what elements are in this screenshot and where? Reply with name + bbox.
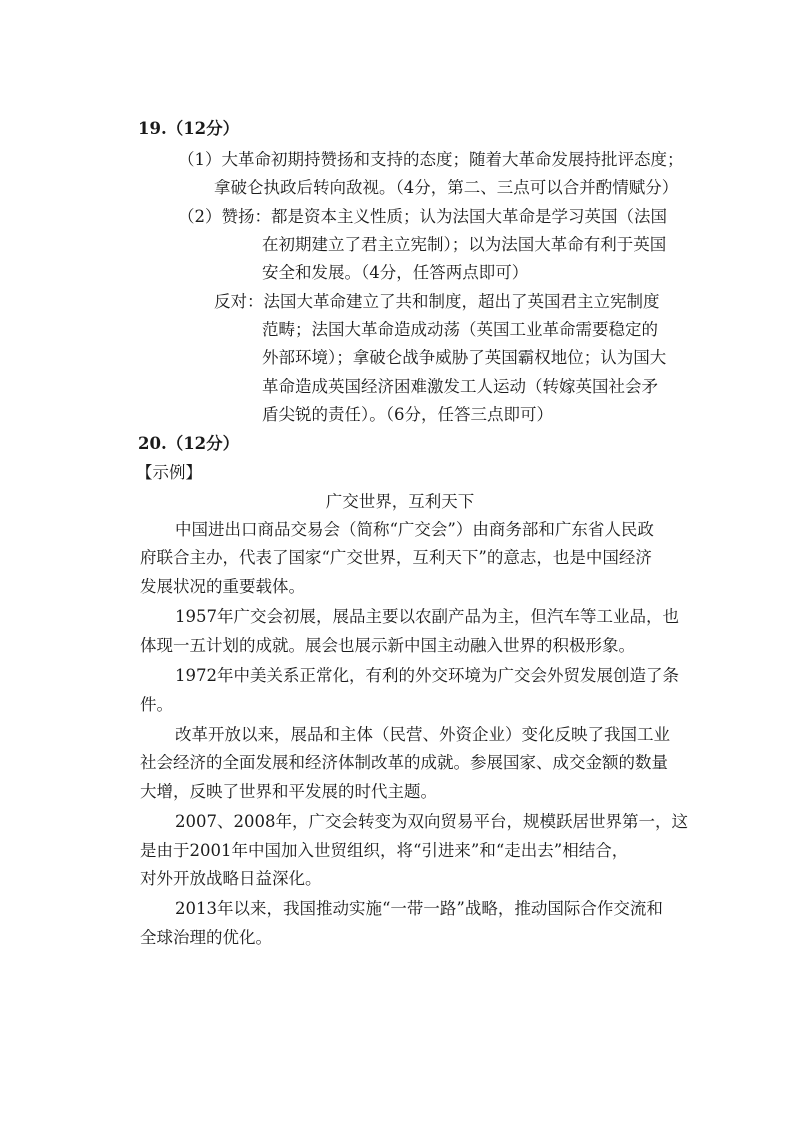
q20-header: 20.（12分）	[138, 434, 240, 453]
q19-part2-line8: 盾尖锐的责任）。（6分，任答三点即可）	[262, 405, 553, 424]
essay-p4-line1: 改革开放以来，展品和主体（民营、外资企业）变化反映了我国工业	[175, 725, 670, 744]
q19-part2-line3: 安全和发展。（4分，任答两点即可）	[262, 263, 529, 282]
essay-p6-line2: 全球治理的优化。	[140, 928, 272, 947]
q19-part2-line2: 在初期建立了君主立宪制）；以为法国大革命有利于英国	[262, 235, 667, 254]
essay-p4-line2: 社会经济的全面发展和经济体制改革的成就。参展国家、成交金额的数量	[140, 753, 668, 772]
essay-p2-line1: 1957年广交会初展，展品主要以农副产品为主，但汽车等工业品，也	[175, 607, 679, 626]
q19-header: 19.（12分）	[138, 119, 240, 138]
essay-p3-line2: 件。	[140, 695, 173, 714]
essay-p5-line3: 对外开放战略日益深化。	[140, 869, 322, 888]
essay-p3-line1: 1972年中美关系正常化，有利的外交环境为广交会外贸发展创造了条	[175, 666, 679, 685]
q19-part2-line7: 革命造成英国经济困难激发工人运动（转嫁英国社会矛	[262, 377, 658, 396]
q19-part1-line1: （1）大革命初期持赞扬和支持的态度；随着大革命发展持批评态度；	[178, 150, 684, 169]
essay-title: 广交世界，互利天下	[325, 492, 475, 511]
q20-example-label: 【示例】	[136, 463, 202, 482]
essay-p1-line3: 发展状况的重要载体。	[140, 577, 305, 596]
essay-p2-line2: 体现一五计划的成就。展会也展示新中国主动融入世界的积极形象。	[140, 636, 635, 655]
essay-p1-line1: 中国进出口商品交易会（简称“广交会”）由商务部和广东省人民政	[175, 520, 654, 539]
q19-part1-line2: 拿破仑执政后转向敌视。（4分，第二、三点可以合并酌情赋分）	[214, 178, 679, 197]
q19-part2-line6: 外部环境）；拿破仑战争威胁了英国霸权地位；认为国大	[262, 348, 667, 367]
essay-p4-line3: 大增，反映了世界和平发展的时代主题。	[140, 782, 437, 801]
q19-part2-line1: （2）赞扬：都是资本主义性质；认为法国大革命是学习英国（法国	[178, 207, 667, 226]
q19-part2-line4: 反对：法国大革命建立了共和制度，超出了英国君主立宪制度	[214, 292, 660, 311]
essay-p6-line1: 2013年以来，我国推动实施“一带一路”战略，推动国际合作交流和	[175, 899, 663, 918]
essay-p5-line2: 是由于2001年中国加入世贸组织，将“引进来”和“走出去”相结合，	[140, 841, 629, 860]
q19-part2-line5: 范畴；法国大革命造成动荡（英国工业革命需要稳定的	[262, 320, 658, 339]
essay-p5-line1: 2007、2008年，广交会转变为双向贸易平台，规模跃居世界第一，这	[175, 812, 688, 831]
essay-p1-line2: 府联合主办，代表了国家“广交世界，互利天下”的意志，也是中国经济	[140, 548, 652, 567]
